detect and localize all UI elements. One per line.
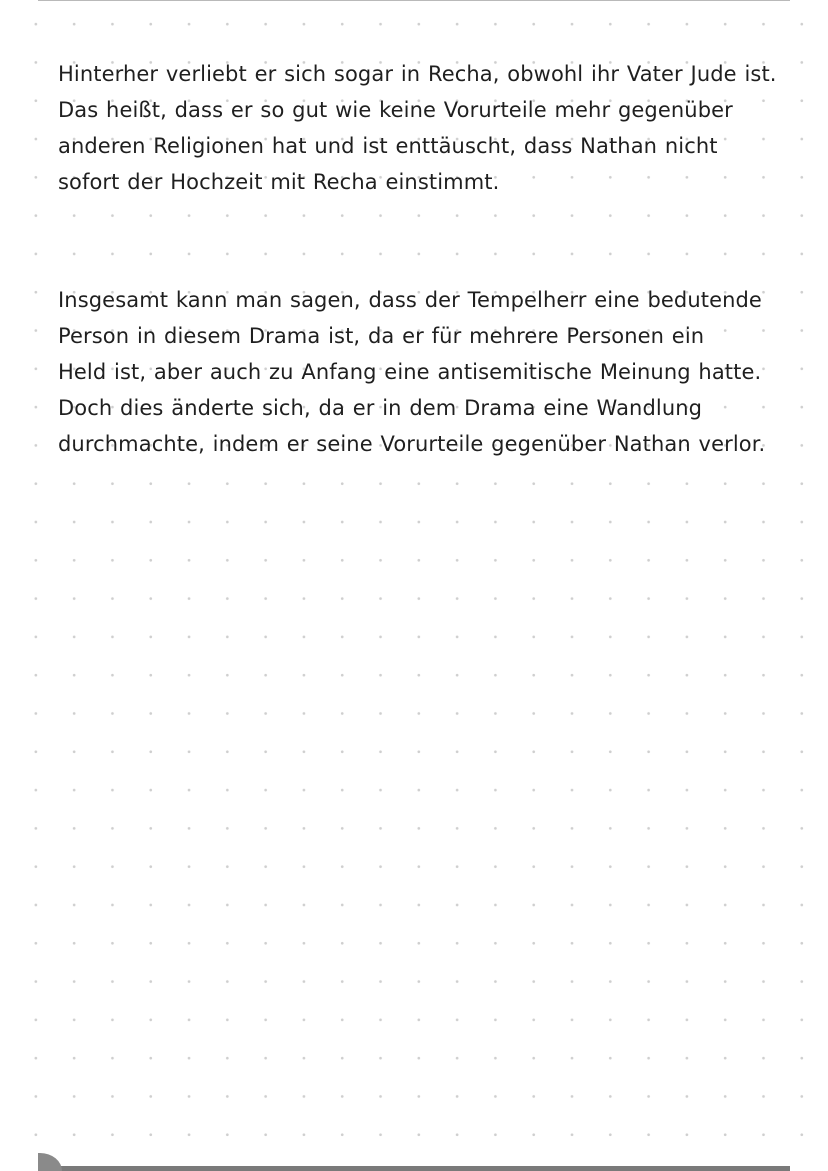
text-line: Hinterher verliebt er sich sogar in Recha, obwohl ihr Vater Jude ist. bbox=[58, 62, 777, 86]
text-line: Person in diesem Drama ist, da er für mehrere Personen ein bbox=[58, 324, 705, 348]
text-line: Doch dies änderte sich, da er in dem Drama eine Wandlung bbox=[58, 396, 703, 420]
text-line: Held ist, aber auch zu Anfang eine antisemitische Meinung hatte. bbox=[58, 360, 762, 384]
text-line: sofort der Hochzeit mit Recha einstimmt. bbox=[58, 170, 500, 194]
top-divider bbox=[38, 0, 790, 1]
text-line: Das heißt, dass er so gut wie keine Vorurteile mehr gegenüber bbox=[58, 98, 733, 122]
paragraph-summary bbox=[58, 282, 765, 462]
page-corner-tab[interactable] bbox=[38, 1153, 62, 1171]
text-line: anderen Religionen hat und ist enttäuscht, dass Nathan nicht bbox=[58, 134, 718, 158]
text-line: durchmachte, indem er seine Vorurteile gegenüber Nathan verlor. bbox=[58, 432, 766, 456]
paragraph-conclusion-recha bbox=[58, 56, 777, 200]
text-line: Insgesamt kann man sagen, dass der Tempelherr eine bedutende bbox=[58, 288, 762, 312]
page-bottom-bar bbox=[38, 1166, 790, 1171]
